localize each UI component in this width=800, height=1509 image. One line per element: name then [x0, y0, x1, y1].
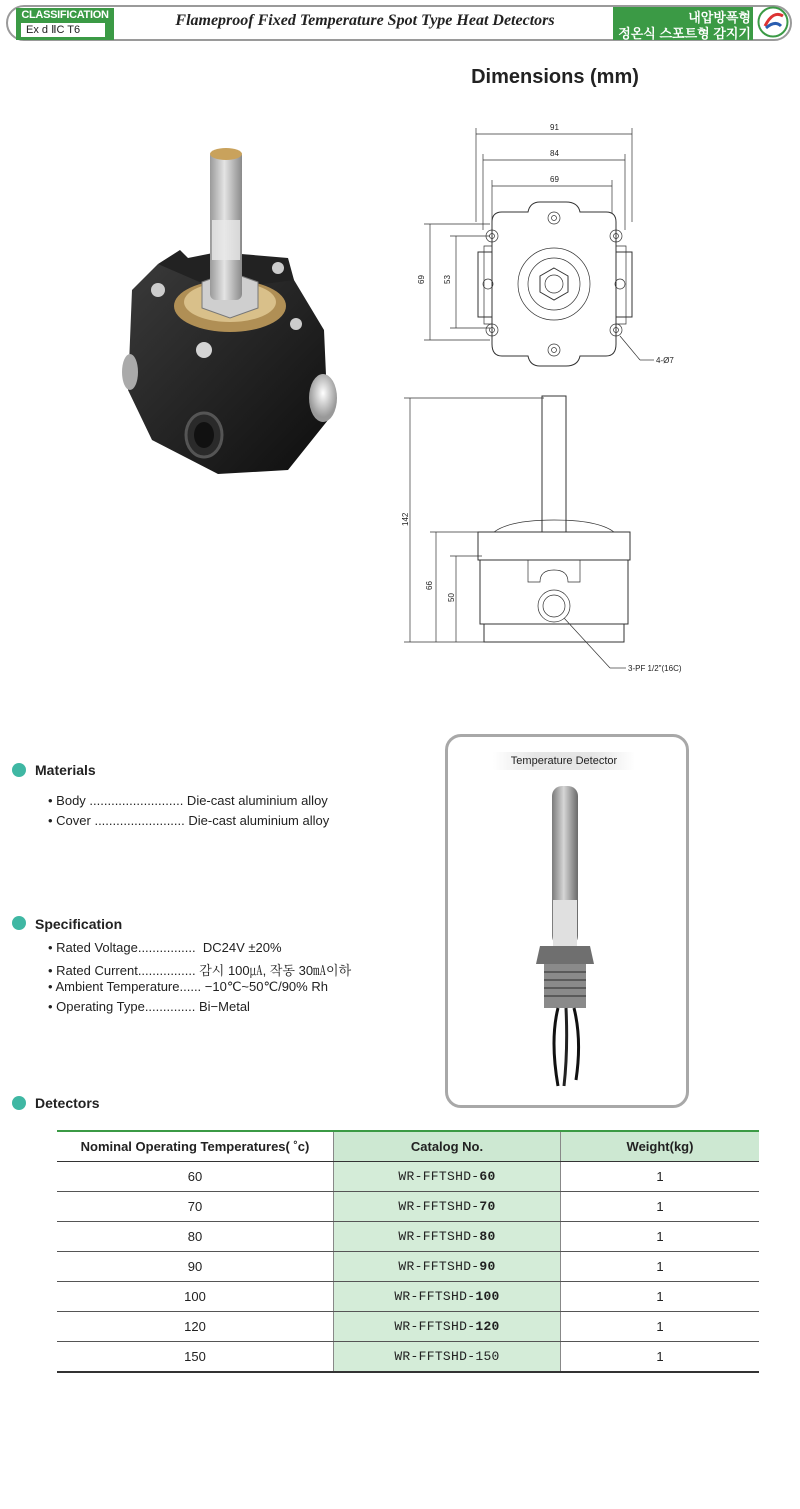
dim-label-h69: 69	[417, 275, 426, 284]
detectors-table	[57, 1130, 759, 1373]
spec-item: • Ambient Temperature...... −10℃~50℃/90% Rh	[48, 979, 328, 994]
detectors-title: Detectors	[35, 1095, 100, 1111]
table-row	[57, 1282, 759, 1312]
temperature-cell: 90	[57, 1252, 334, 1282]
page-title: Flameproof Fixed Temperature Spot Type Heat Detectors	[175, 12, 555, 29]
weight-cell: 1	[561, 1252, 760, 1282]
weight-cell: 1	[561, 1222, 760, 1252]
table-row	[57, 1222, 759, 1252]
catalog-cell: WR-FFTSHD-80	[334, 1222, 561, 1252]
dim-label-h53: 53	[443, 275, 452, 284]
table-row	[57, 1312, 759, 1342]
temperature-cell: 120	[57, 1312, 334, 1342]
catalog-cell: WR-FFTSHD-90	[334, 1252, 561, 1282]
dim-label-66: 66	[425, 581, 434, 590]
classification-code: Ex d ⅡC T6	[21, 23, 105, 37]
temperature-cell: 70	[57, 1192, 334, 1222]
materials-item: • Body .......................... Die-cast aluminium alloy	[48, 793, 328, 808]
catalog-cell: WR-FFTSHD-70	[334, 1192, 561, 1222]
dimensions-title: Dimensions (mm)	[471, 66, 639, 88]
dim-label-91: 91	[550, 123, 559, 132]
classification-label: CLASSIFICATION	[21, 9, 109, 21]
product-photo	[118, 140, 348, 480]
hole-callout: 4-Ø7	[656, 356, 674, 365]
spec-item: • Operating Type.............. Bi−Metal	[48, 999, 250, 1014]
dimension-drawing	[400, 112, 710, 682]
dim-label-69: 69	[550, 175, 559, 184]
weight-cell: 1	[561, 1162, 760, 1192]
specification-title: Specification	[35, 916, 123, 932]
spec-item: • Rated Voltage................ DC24V ±20%	[48, 940, 282, 955]
spec-item: • Rated Current................ 감시 100㎂, 작동 30㎃이하	[48, 963, 352, 978]
dim-label-84: 84	[550, 149, 559, 158]
korean-title-line2: 정온식 스포트형 감지기	[618, 26, 751, 41]
catalog-cell: WR-FFTSHD-60	[334, 1162, 561, 1192]
table-row	[57, 1192, 759, 1222]
korean-title-line1: 내압방폭형	[688, 10, 751, 25]
weight-cell: 1	[561, 1282, 760, 1312]
column-header-temperature: Nominal Operating Temperatures( ˚c)	[57, 1131, 334, 1162]
temperature-detector-photo	[520, 780, 610, 1090]
detector-box-title: Temperature Detector	[493, 752, 635, 770]
weight-cell: 1	[561, 1192, 760, 1222]
catalog-cell: WR-FFTSHD-150	[334, 1342, 561, 1373]
table-row	[57, 1162, 759, 1192]
catalog-cell: WR-FFTSHD-100	[334, 1282, 561, 1312]
dim-label-50: 50	[447, 593, 456, 602]
weight-cell: 1	[561, 1312, 760, 1342]
column-header-weight: Weight(kg)	[561, 1131, 760, 1162]
dim-label-142: 142	[401, 512, 410, 526]
weight-cell: 1	[561, 1342, 760, 1373]
table-row	[57, 1252, 759, 1282]
materials-title: Materials	[35, 762, 96, 778]
company-logo-icon	[757, 6, 789, 38]
materials-bullet-icon	[12, 763, 26, 777]
port-callout: 3-PF 1/2"(16C)	[628, 664, 682, 673]
temperature-cell: 80	[57, 1222, 334, 1252]
specification-bullet-icon	[12, 916, 26, 930]
materials-item: • Cover ......................... Die-cast aluminium alloy	[48, 813, 330, 828]
column-header-catalog: Catalog No.	[334, 1131, 561, 1162]
temperature-cell: 60	[57, 1162, 334, 1192]
table-row	[57, 1342, 759, 1373]
detectors-bullet-icon	[12, 1096, 26, 1110]
catalog-cell: WR-FFTSHD-120	[334, 1312, 561, 1342]
temperature-cell: 150	[57, 1342, 334, 1373]
temperature-cell: 100	[57, 1282, 334, 1312]
